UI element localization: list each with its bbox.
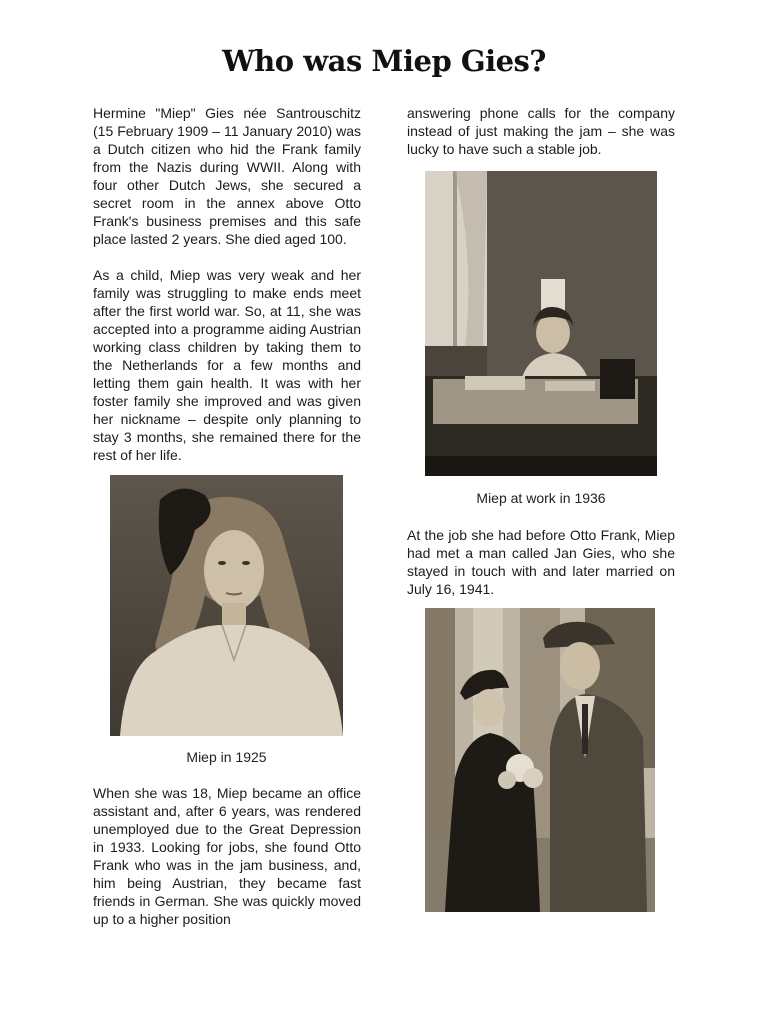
photo-miep-1925 [110,475,343,736]
intro-paragraph: Hermine "Miep" Gies née Santrouschitz (15 February 1909 – 11 January 2010) was a Dutch citizen who hid the Frank family from the Nazis during WWII. Along with four other Dutch Jews, she secured a secret room in the annex above Otto Frank's business premises and this safe place lasted 2 years. She died aged 100. [93,105,361,247]
caption-miep-1925: Miep in 1925 [186,749,267,765]
right-column-top [407,104,675,158]
photo-miep-and-jan [425,608,655,912]
caption-miep-at-work: Miep at work in 1936 [476,490,606,506]
page-title: Who was Miep Gies? [222,44,546,78]
photo-miep-at-work-1936 [425,171,657,476]
left-column-top [93,104,361,464]
career-paragraph: When she was 18, Miep became an office assistant and, after 6 years, was rendered unemployed due to the Great Depression in 1933. Looking for jobs, she found Otto Frank who was in the jam business, and, him being Austrian, they became fast friends in German. She was quickly moved up to a higher position [93,785,361,927]
left-column-bottom [93,784,361,928]
continuation-paragraph: answering phone calls for the company instead of just making the jam – she was lucky to have such a stable job. [407,105,675,157]
jan-gies-paragraph: At the job she had before Otto Frank, Miep had met a man called Jan Gies, who she stayed in touch with and later married on July 16, 1941. [407,527,675,597]
right-column-middle [407,526,675,598]
childhood-paragraph: As a child, Miep was very weak and her family was struggling to make ends meet after the first world war. So, at 11, she was accepted into a programme aiding Austrian working class children by taking them to the Netherlands for a few months and letting them gain health. It was with her foster family she improved and was given her nickname – despite only planning to stay 3 months, she remained there for the rest of her life. [93,267,361,463]
